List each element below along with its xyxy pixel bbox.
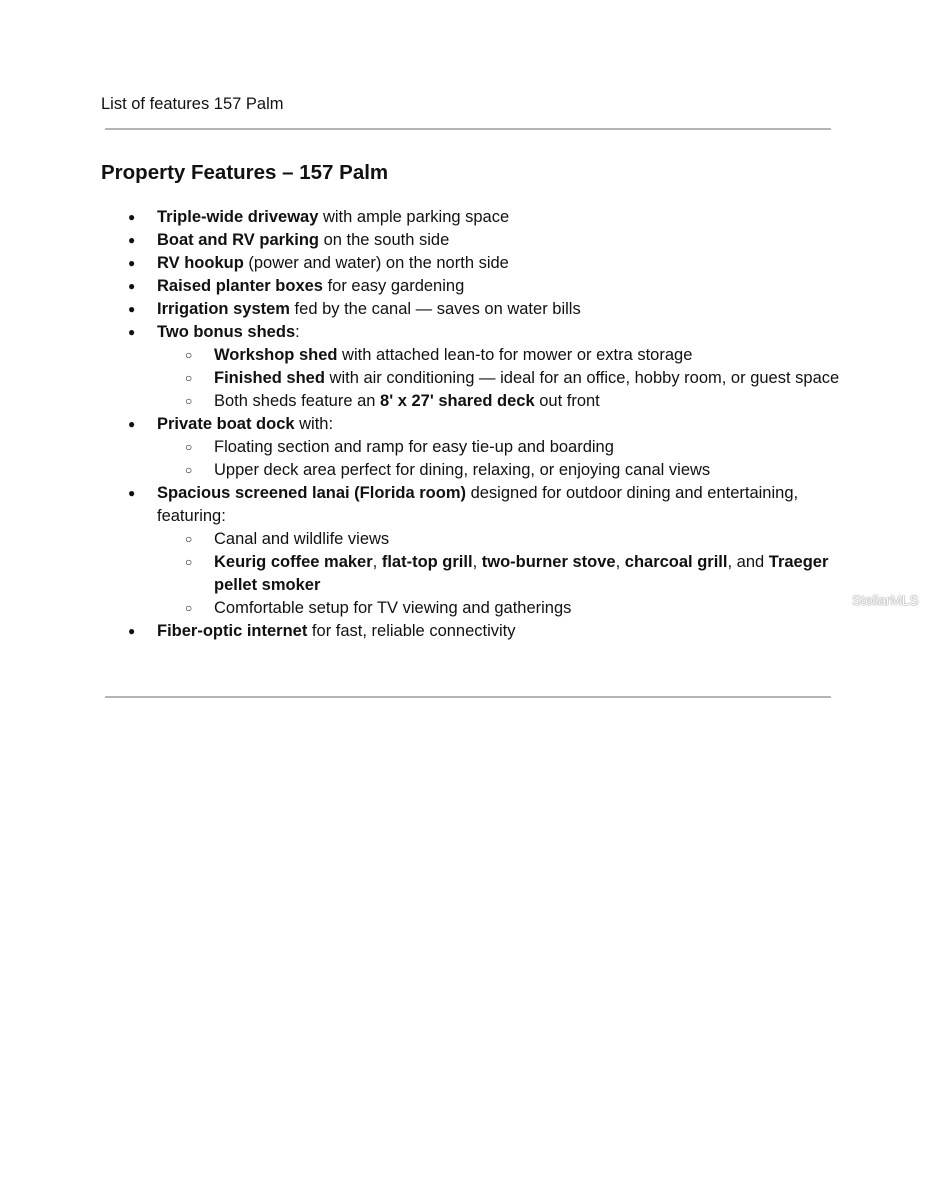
feature-text: designed for outdoor dining and entertaining, featuring:: [157, 484, 799, 525]
sub-list: [157, 344, 841, 413]
feature-label: Fiber-optic internet: [157, 622, 308, 640]
feature-label: Traeger pellet smoker: [214, 553, 829, 594]
feature-text: :: [295, 323, 300, 341]
feature-label: charcoal grill: [624, 553, 728, 571]
sub-list: [157, 528, 841, 620]
sub-list: [157, 436, 841, 482]
feature-label: Irrigation system: [157, 300, 290, 318]
sub-list-item: [157, 459, 841, 482]
feature-label: 8' x 27' shared deck: [380, 392, 535, 410]
feature-text: with:: [294, 415, 334, 433]
feature-text: Both sheds feature an: [214, 392, 381, 410]
list-item: [101, 413, 841, 482]
list-item: [101, 482, 841, 620]
feature-text: ,: [615, 553, 625, 571]
sub-list-item: [157, 551, 841, 597]
sub-list-item: [157, 390, 841, 413]
feature-label: Finished shed: [214, 369, 325, 387]
list-item: [101, 252, 841, 275]
feature-text: with ample parking space: [318, 208, 510, 226]
feature-label: Spacious screened lanai (Florida room): [157, 484, 466, 502]
feature-label: Two bonus sheds: [157, 323, 296, 341]
feature-label: Keurig coffee maker: [214, 553, 373, 571]
feature-text: Upper deck area perfect for dining, relaxing, or enjoying canal views: [214, 461, 711, 479]
list-item: [101, 298, 841, 321]
sub-list-item: [157, 344, 841, 367]
document-header: List of features 157 Palm: [101, 95, 284, 113]
stellarmls-watermark: StellarMLS: [852, 592, 919, 608]
list-item: [101, 275, 841, 298]
feature-label: RV hookup: [157, 254, 244, 272]
sub-list-item: [157, 436, 841, 459]
feature-text: (power and water) on the north side: [243, 254, 509, 272]
page-title: Property Features – 157 Palm: [101, 161, 389, 184]
list-item: [101, 206, 841, 229]
feature-text: ,: [372, 553, 382, 571]
sub-list-item: [157, 528, 841, 551]
feature-label: Private boat dock: [157, 415, 295, 433]
feature-text: for fast, reliable connectivity: [307, 622, 516, 640]
features-list: [101, 206, 841, 643]
feature-text: ,: [472, 553, 482, 571]
feature-text: on the south side: [318, 231, 450, 249]
list-item: [101, 229, 841, 252]
feature-text: Floating section and ramp for easy tie-up and boarding: [214, 438, 614, 456]
feature-text: fed by the canal — saves on water bills: [289, 300, 581, 318]
feature-text: with air conditioning — ideal for an office, hobby room, or guest space: [324, 369, 840, 387]
feature-label: Workshop shed: [214, 346, 338, 364]
feature-text: for easy gardening: [322, 277, 465, 295]
sub-list-item: [157, 367, 841, 390]
feature-text: out front: [534, 392, 600, 410]
feature-text: , and: [727, 553, 769, 571]
feature-text: with attached lean-to for mower or extra storage: [337, 346, 693, 364]
feature-label: Raised planter boxes: [157, 277, 323, 295]
list-item: [101, 620, 841, 643]
feature-text: Comfortable setup for TV viewing and gatherings: [214, 599, 572, 617]
sub-list-item: [157, 597, 841, 620]
feature-label: two-burner stove: [481, 553, 616, 571]
list-item: [101, 321, 841, 413]
footer-divider: [105, 696, 831, 698]
feature-text: Canal and wildlife views: [214, 530, 390, 548]
feature-label: Triple-wide driveway: [157, 208, 319, 226]
header-divider: [105, 128, 831, 130]
feature-label: Boat and RV parking: [157, 231, 319, 249]
feature-label: flat-top grill: [381, 553, 473, 571]
